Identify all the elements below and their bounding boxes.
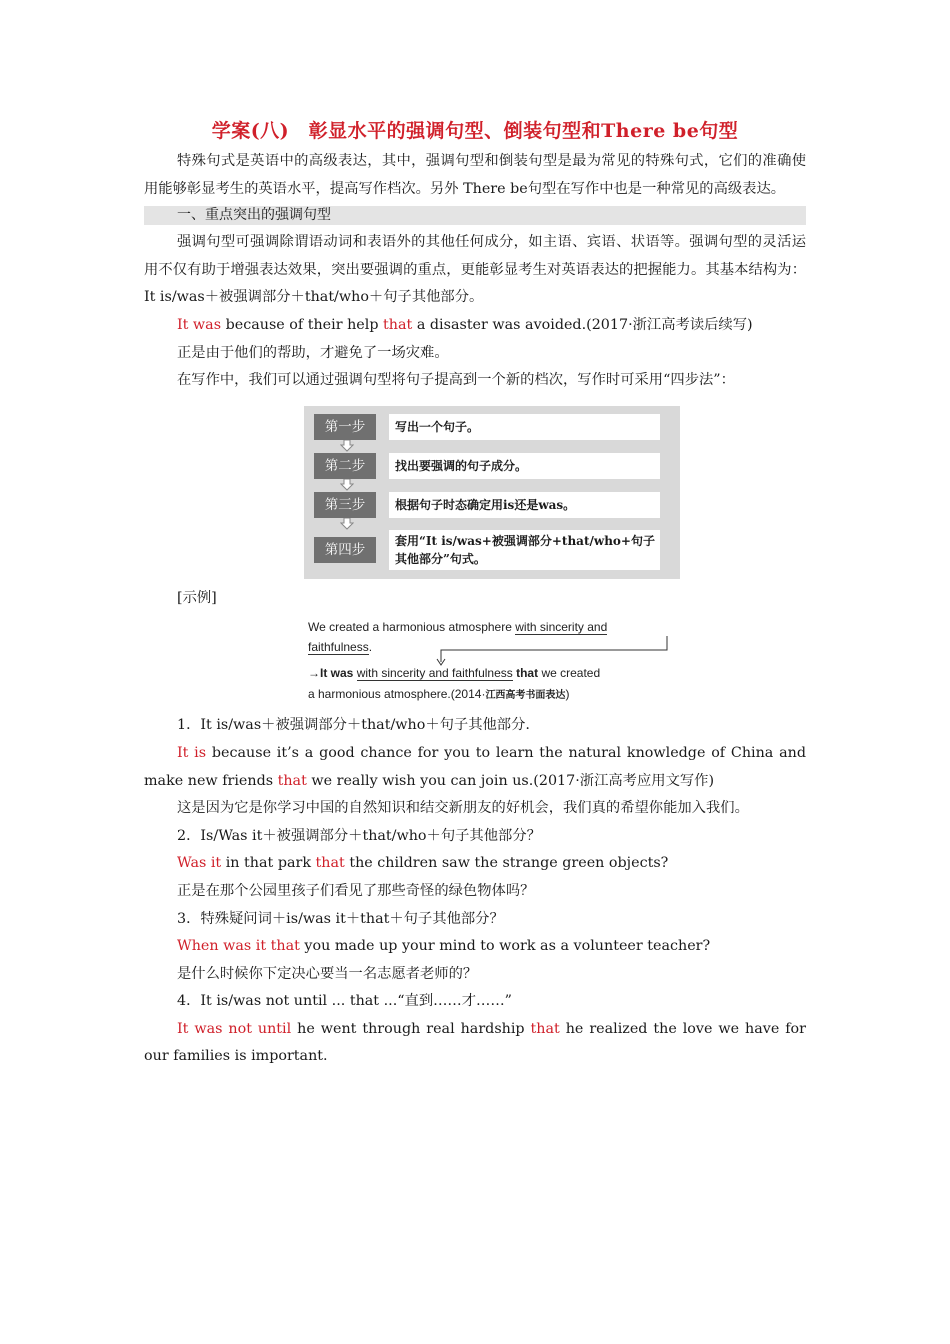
four-steps-intro: 在写作中，我们可以通过强调句型将句子提高到一个新的档次，写作时可采用“四步法”：: [177, 372, 735, 389]
pattern-heading: 4．It is/was not until ... that ...“直到……才……”: [177, 993, 512, 1010]
step-label: 第一步: [314, 414, 376, 440]
sentence-text: he realized the love we have for our families is important.: [144, 1020, 806, 1065]
example-line: [308, 640, 372, 654]
pattern-heading: 2．Is/Was it＋被强调部分＋that/who＋句子其他部分？: [177, 827, 541, 844]
pattern-example: [144, 1016, 806, 1071]
pattern-heading: 1．It is/was＋被强调部分＋that/who＋句子其他部分.: [177, 717, 530, 734]
underlined-phrase: with sincerity and: [515, 620, 608, 635]
step-text: 根据句子时态确定用is还是was。: [389, 492, 660, 518]
emphasis-frame: that: [512, 666, 539, 681]
emphasis-frame: →It was: [308, 666, 357, 681]
example-sentence: [144, 312, 806, 340]
sentence-text: he went through real hardship: [291, 1020, 531, 1037]
example-line: [308, 686, 569, 701]
pattern-translation: 这是因为它是你学习中国的自然知识和结交新朋友的好机会，我们真的希望你能加入我们。: [177, 800, 749, 817]
document-page: [144, 118, 806, 1071]
emphasis-marker: Was it: [177, 855, 222, 872]
emphasis-marker: that: [315, 855, 345, 872]
underlined-phrase: faithfulness: [308, 640, 369, 655]
step-label: 第三步: [314, 492, 376, 518]
step-label: 第二步: [314, 453, 376, 479]
pattern-list: [144, 712, 806, 1071]
example-label: [示例]: [177, 589, 217, 606]
pattern-example: [144, 933, 806, 961]
example-line: [308, 666, 600, 680]
down-arrow-icon: [340, 479, 354, 491]
example-text: ): [565, 687, 570, 702]
sentence-text: because of their help: [221, 316, 384, 333]
section-heading: 一、重点突出的强调句型: [144, 206, 806, 225]
sentence-text: in that park: [221, 855, 316, 872]
pattern-heading: 3．特殊疑问词＋is/was it＋that＋句子其他部分？: [177, 910, 504, 927]
pattern-translation: 是什么时候你下定决心要当一名志愿者老师的？: [177, 965, 478, 982]
example-text: a harmonious atmosphere.(2014·: [308, 687, 486, 702]
source-note: 江西高考书面表达: [485, 690, 566, 702]
four-steps-diagram: [304, 406, 680, 579]
emphasis-marker: that: [277, 772, 307, 789]
sentence-text: a disaster was avoided.(2017·浙江高考读后续写): [412, 316, 753, 333]
sentence-text: because it’s a good chance for you to learn the natural knowledge of China and make new friends: [144, 744, 806, 789]
down-arrow-icon: [340, 518, 354, 530]
pattern-example: [144, 740, 806, 795]
example-illustration: [304, 618, 684, 708]
down-arrow-icon: [340, 440, 354, 452]
sentence-text: the children saw the strange green objects?: [344, 855, 669, 872]
step-text: 写出一个句子。: [389, 414, 660, 440]
step-text: 套用“It is/was+被强调部分+that/who+句子其他部分”句式。: [389, 530, 660, 570]
move-arrow-icon: [384, 632, 674, 666]
emphasis-marker: that: [530, 1020, 560, 1037]
sentence-text: we really wish you can join us.(2017·浙江高考应用文写作): [306, 772, 715, 789]
step-label: 第四步: [314, 537, 376, 563]
step-text: 找出要强调的句子成分。: [389, 453, 660, 479]
section-body: 强调句型可强调除谓语动词和表语外的其他任何成分，如主语、宾语、状语等。强调句型的灵活运用不仅有助于增强表达效果，突出要强调的重点，更能彰显考生对英语表达的把握能力。其基本结构为：It is/was＋被强调部分＋that/who＋句子其他部分。: [144, 234, 806, 306]
pattern-example: [144, 850, 806, 878]
emphasis-marker: It is: [177, 744, 207, 761]
emphasis-marker: When was it that: [177, 938, 300, 955]
example-translation: 正是由于他们的帮助，才避免了一场灾难。: [177, 344, 449, 361]
example-text: We created a harmonious atmosphere: [308, 620, 516, 635]
emphasis-marker: that: [383, 316, 413, 333]
intro-paragraph: 特殊句式是英语中的高级表达，其中，强调句型和倒装句型是最为常见的特殊句式，它们的准确使用能够彰显考生的英语水平，提高写作档次。另外 There be句型在写作中也是一种常见的高级表达。: [144, 153, 806, 197]
pattern-translation: 正是在那个公园里孩子们看见了那些奇怪的绿色物体吗？: [177, 882, 535, 899]
sentence-text: you made up your mind to work as a volunteer teacher?: [299, 938, 711, 955]
emphasis-marker: It was: [177, 316, 222, 333]
page-title: 学案(八) 彰显水平的强调句型、倒装句型和There be句型: [211, 120, 739, 142]
example-text: we created: [538, 666, 601, 681]
underlined-phrase: with sincerity and faithfulness: [356, 666, 513, 681]
emphasis-marker: It was not until: [177, 1020, 292, 1037]
example-text: .: [368, 640, 373, 655]
